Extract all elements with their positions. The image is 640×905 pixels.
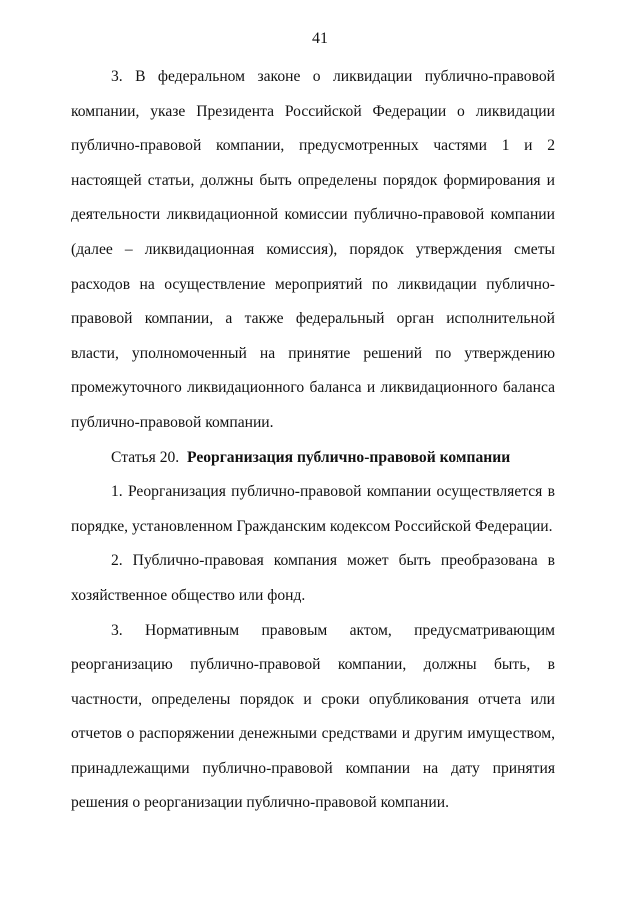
paragraph-reorganization-3: 3. Нормативным правовым актом, предусматривающим реорганизацию публично-правовой компании, должны быть, в частности, определены порядок и сроки опубликования отчета или отчетов о распоряжении денежными средствами и другим имуществом, принадлежащими публично-правовой компании на дату принятия решения о реорганизации публично-правовой компании. <box>71 621 555 812</box>
paragraph-liquidation-3: 3. В федеральном законе о ликвидации публично-правовой компании, указе Президента Российской Федерации о ликвидации публично-правовой компании, предусмотренных частями 1 и 2 настоящей статьи, должны быть определены порядок формирования и деятельности ликвидационной комиссии публично-правовой компании (далее – ликвидационная комиссия), порядок утверждения сметы расходов на осуществление мероприятий по ликвидации публично-правовой компании, а также федеральный орган исполнительной власти, уполномоченный на принятие решений по утверждению промежуточного ликвидационного баланса и ликвидационного баланса публично-правовой компании. <box>71 68 555 431</box>
paragraph-reorganization-2: 2. Публично-правовая компания может быть преобразована в хозяйственное общество или фонд. <box>71 552 555 604</box>
page-number: 41 <box>312 30 328 47</box>
article-title: Реорганизация публично-правовой компании <box>187 448 511 466</box>
article-heading <box>71 441 555 476</box>
paragraph-reorganization-1: 1. Реорганизация публично-правовой компании осуществляется в порядке, установленном Гражданским кодексом Российской Федерации. <box>71 483 555 535</box>
document-body <box>71 60 555 821</box>
article-number: Статья 20. <box>111 448 180 466</box>
